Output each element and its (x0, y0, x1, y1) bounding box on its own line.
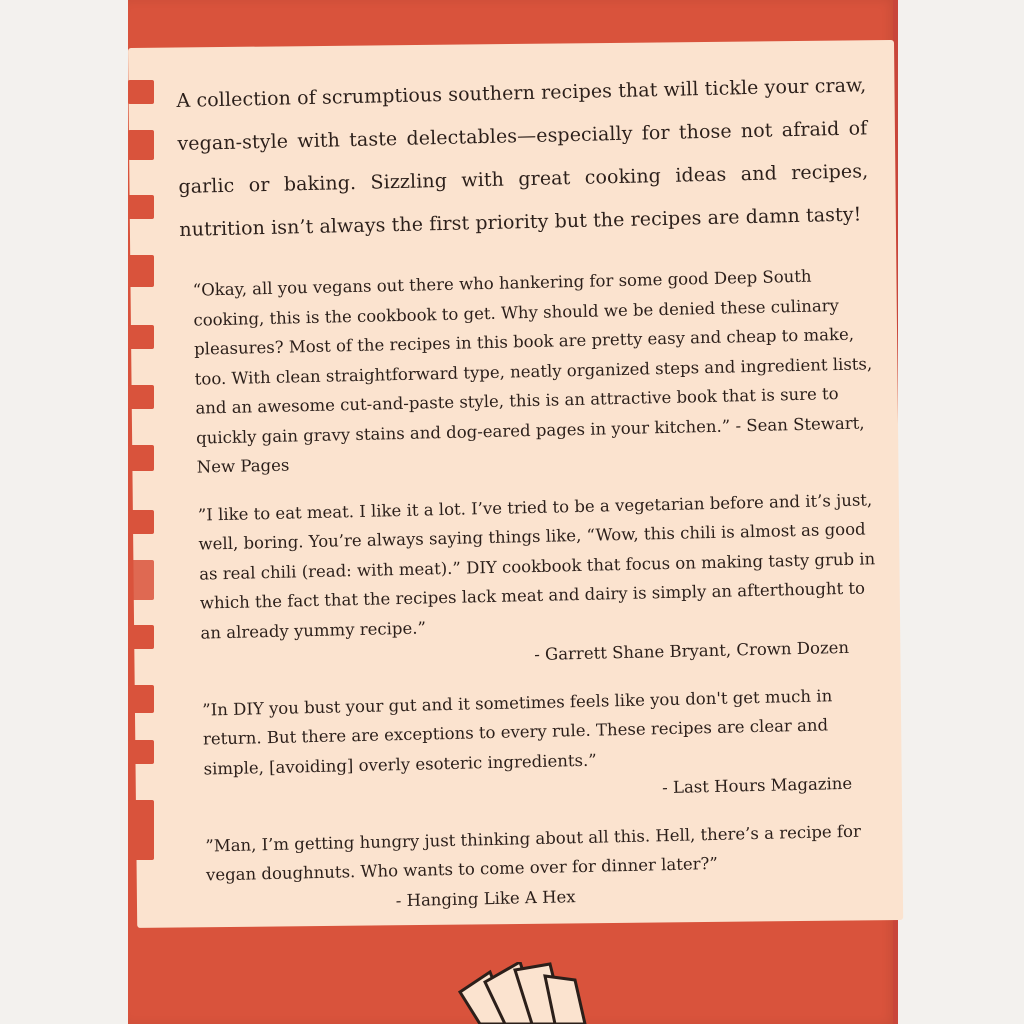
review-quote (192, 260, 875, 482)
review-text: “Okay, all you vegans out there who hankering for some good Deep South cooking, this is the cookbook to get. Why should we be denied these culinary pleasures? Most of the recipes in this book are pretty easy and cheap to make, too. With clean straightforward type, neatly organized steps and ingredient lists, and an awesome cut-and-paste style, this is an attractive book that is sure to quickly gain gravy stains and dog-eared pages in your kitchen.” (192, 266, 873, 448)
review-text: ”In DIY you bust your gut and it sometimes feels like you don't get much in return. But there are exceptions to every rule. These recipes are clear and simple, [avoiding] overly esoteric ingredients.” (202, 685, 833, 779)
review-attribution: - Sean Stewart, New Pages (196, 412, 865, 477)
strip-block (128, 685, 154, 713)
strip-block (128, 510, 154, 534)
corn-illustration-icon (450, 962, 600, 1024)
strip-block (128, 195, 154, 219)
decorative-film-strip (128, 80, 164, 900)
strip-block (128, 130, 154, 160)
review-quote (198, 485, 880, 677)
strip-block (128, 445, 154, 471)
review-attribution: - Garrett Shane Bryant, Crown Dozen (534, 637, 850, 665)
strip-block (128, 560, 154, 600)
strip-block (128, 80, 154, 104)
review-quote (202, 680, 883, 813)
review-text: ”Man, I’m getting hungry just thinking about all this. Hell, there’s a recipe for vegan doughnuts. Who wants to come over for dinner later?” (205, 821, 862, 885)
intro-paragraph: A collection of scrumptious southern recipes that will tickle your craw, vegan-style with taste delectables—especially for those not afraid of garlic or baking. Sizzling with great cooking ideas and recipes, nutrition isn’t always the first priority but the recipes are damn tasty! (176, 74, 869, 241)
strip-block (128, 255, 154, 287)
strip-block (128, 800, 154, 860)
strip-block (128, 325, 154, 349)
strip-block (128, 385, 154, 409)
review-attribution: - Hanging Like A Hex (395, 886, 576, 910)
back-cover-text (176, 64, 885, 937)
strip-block (128, 625, 154, 649)
strip-block (128, 740, 154, 764)
review-quote (205, 816, 885, 920)
review-text: ”I like to eat meat. I like it a lot. I’ve tried to be a vegetarian before and it’s just, well, boring. You’re always saying things like, “Wow, this chili is almost as good as real chili (read: with meat).” DIY cookbook that focus on making tasty grub in which the fact that the recipes lack meat and dairy is simply an afterthought to an already yummy recipe.” (197, 489, 876, 643)
review-attribution: - Last Hours Magazine (661, 773, 853, 798)
